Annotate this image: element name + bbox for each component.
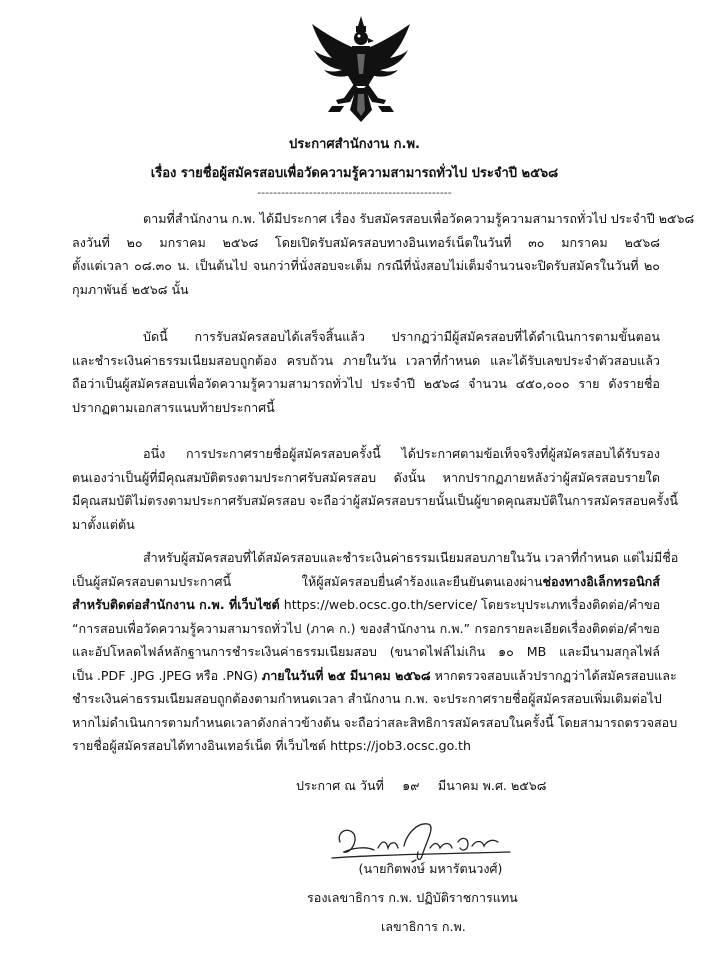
- announcement-date: [296, 776, 546, 796]
- paragraph-2: [72, 325, 660, 419]
- subject-line: เรื่อง รายชื่อผู้สมัครสอบเพื่อวัดความรู้ความสามารถทั่วไป ประจำปี ๒๕๖๘: [150, 166, 559, 181]
- signer-role-acting-for: เลขาธิการ ก.พ.: [381, 919, 466, 934]
- paragraph-line: [72, 593, 660, 617]
- paragraph-line: กุมภาพันธ์ ๒๕๖๘ นั้น: [72, 281, 189, 297]
- page-title: ประกาศสำนักงาน ก.พ.: [288, 137, 420, 152]
- paragraph-line: ชำระเงินค่าธรรมเนียมสอบถูกต้องตามกำหนดเวลา สำนักงาน ก.พ. จะประกาศรายชื่อผู้สมัครสอบเพิ่มเติมต่อไป: [72, 691, 662, 706]
- paragraph-line: มีคุณสมบัติไม่ตรงตามประกาศรับสมัครสอบ จะถือว่าผู้สมัครสอบรายนั้นเป็นผู้ขาดคุณสมบัติในการสมัครสอบครั้งนี้: [72, 493, 678, 508]
- paragraph-line: [72, 570, 660, 594]
- paragraph-4: [72, 546, 679, 758]
- paragraph-line: ตามที่สำนักงาน ก.พ. ได้มีประกาศ เรื่อง รับสมัครสอบเพื่อวัดความรู้ความสามารถทั่วไป ประจำปี ๒๕๖๘: [143, 211, 695, 226]
- handwritten-signature: [326, 812, 516, 866]
- signer-role: รองเลขาธิการ ก.พ. ปฏิบัติราชการแทน: [307, 890, 518, 905]
- deadline-bold: ภายในวันที่ ๒๕ มีนาคม ๒๕๖๘: [261, 667, 431, 683]
- service-url-text: https://web.ocsc.go.th/service/ โดยระบุประเภทเรื่องติดต่อ/คำขอ: [279, 597, 661, 612]
- divider-rule: -------------------------------------------------: [257, 186, 452, 199]
- date-prefix: ประกาศ ณ วันที่: [296, 778, 384, 793]
- paragraph-line: ตั้งแต่เวลา ๐๘.๓๐ น. เป็นต้นไป จนกว่าที่นั่งสอบจะเต็ม กรณีที่นั่งสอบไม่เต็มจำนวนจะปิดรับสมัครในวันที่ ๒๐: [72, 258, 660, 273]
- date-day: ๑๙: [402, 778, 420, 793]
- garuda-emblem: [310, 14, 412, 124]
- paragraph-3: [72, 442, 678, 536]
- bold-segment: สำหรับติดต่อสำนักงาน ก.พ. ที่เว็บไซต์: [72, 597, 280, 612]
- date-rest: มีนาคม พ.ศ. ๒๕๖๘: [437, 778, 547, 793]
- paragraph-line: หากไม่ดำเนินการตามกำหนดเวลาดังกล่าวข้างต้น จะถือว่าสละสิทธิการสมัครสอบในครั้งนี้ โดยสามารถตรวจสอบ: [72, 714, 678, 730]
- paragraph-line: บัดนี้ การรับสมัครสอบได้เสร็จสิ้นแล้ว ปรากฏว่ามีผู้สมัครสอบที่ได้ดำเนินการตามขั้นตอน: [143, 329, 660, 344]
- paragraph-line: และอัปโหลดไฟล์หลักฐานการชำระเงินค่าธรรมเนียมสอบ (ขนาดไฟล์ไม่เกิน ๑๐ MB และมีนามสกุลไฟล์: [72, 644, 660, 659]
- paragraph-line: ลงวันที่ ๒๐ มกราคม ๒๕๖๘ โดยเปิดรับสมัครสอบทางอินเทอร์เน็ตในวันที่ ๓๐ มกราคม ๒๕๖๘: [72, 234, 660, 250]
- paragraph-line: ตนเองว่าเป็นผู้ที่มีคุณสมบัติตรงตามประกาศรับสมัครสอบ ดังนั้น หากปรากฏภายหลังว่าผู้สมัครสอบรายใด: [72, 469, 660, 485]
- paragraph-line: ถือว่าเป็นผู้สมัครสอบเพื่อวัดความรู้ความสามารถทั่วไป ประจำปี ๒๕๖๘ จำนวน ๔๕๐,๐๐๐ ราย ดังรายชื่อ: [72, 376, 660, 391]
- paragraph-line: “การสอบเพื่อวัดความรู้ความสามารถทั่วไป (ภาค ก.) ของสำนักงาน ก.พ.” กรอกรายละเอียดเรื่องติดต่อ/คำขอ: [72, 620, 660, 636]
- paragraph-line: อนึ่ง การประกาศรายชื่อผู้สมัครสอบครั้งนี้ ได้ประกาศตามข้อเท็จจริงที่ผู้สมัครสอบได้รับรอง: [143, 446, 660, 461]
- paragraph-line: ปรากฏตามเอกสารแนบท้ายประกาศนี้: [72, 399, 275, 415]
- paragraph-line: สำหรับผู้สมัครสอบที่ได้สมัครสอบและชำระเงินค่าธรรมเนียมสอบภายในวัน เวลาที่กำหนด แต่ไม่มีชื่อ: [143, 550, 679, 565]
- text-segment: เป็น .PDF .JPG .JPEG หรือ .PNG): [72, 667, 262, 683]
- paragraph-line: รายชื่อผู้สมัครสอบได้ทางอินเทอร์เน็ต ที่เว็บไซต์ https://job3.ocsc.go.th: [72, 738, 471, 753]
- paragraph-line: และชำระเงินค่าธรรมเนียมสอบถูกต้อง ครบถ้วน ภายในวัน เวลาที่กำหนด และได้รับเลขประจำตัวสอบแล้ว: [72, 352, 660, 368]
- paragraph-line: มาตั้งแต่ต้น: [72, 516, 135, 532]
- text-segment: เป็นผู้สมัครสอบตามประกาศนี้ ให้ผู้สมัครสอบยื่นคำร้องและยืนยันตนเองผ่าน: [72, 573, 543, 589]
- paragraph-1: [72, 207, 695, 301]
- signer-name: (นายกิตพงษ์ มหารัตนวงศ์): [358, 861, 503, 876]
- text-segment: หากตรวจสอบแล้วปรากฏว่าได้สมัครสอบและ: [430, 667, 677, 683]
- paragraph-line: [72, 664, 677, 688]
- bold-segment: ช่องทางอิเล็กทรอนิกส์: [542, 573, 660, 589]
